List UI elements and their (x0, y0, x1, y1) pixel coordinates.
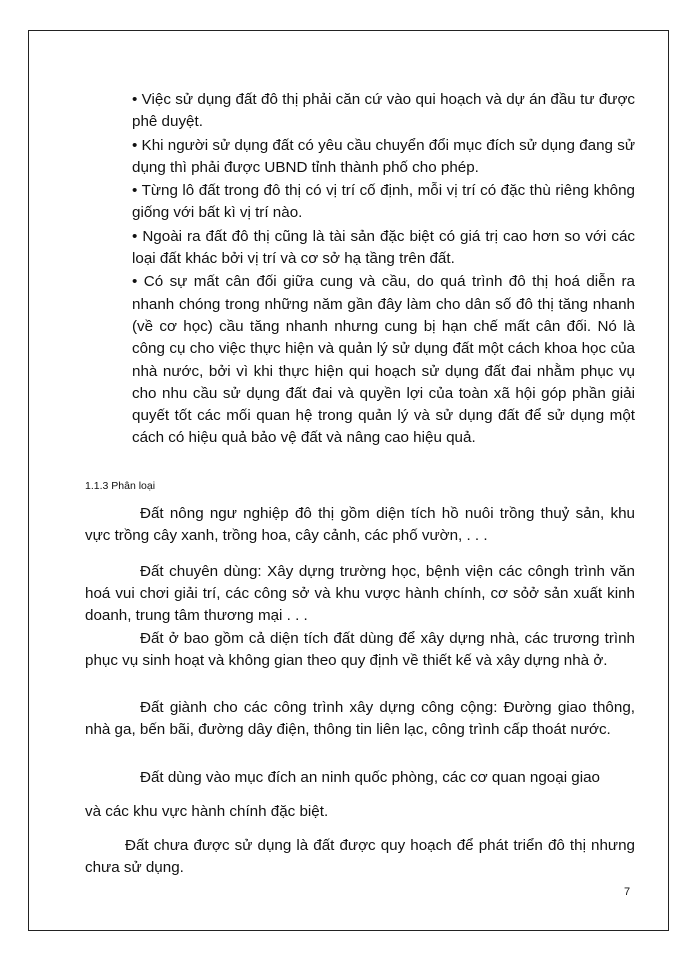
paragraph: Đất ở bao gồm cả diện tích đất dùng để xây dựng nhà, các trương trình phục vụ sinh hoạt và không gian theo quy định về thiết kế và xây dựng nhà ở. (85, 630, 635, 669)
bullet-item: • Từng lô đất trong đô thị có vị trí cố định, mỗi vị trí có đặc thù riêng không giống với bất kì vị trí nào. (132, 182, 635, 222)
section-heading: 1.1.3 Phân loại (85, 480, 156, 492)
paragraph: Đất chuyên dùng: Xây dựng trường học, bệnh viện các côngh trình văn hoá vui chơi giải trí, các công sở và khu vược hành chính, cơ sỏở sản xuất kinh doanh, trung tâm thương mại . . . (85, 563, 635, 624)
bullet-item: • Việc sử dụng đất đô thị phải căn cứ vào qui hoạch và dự án đầu tư được phê duyệt. (132, 91, 635, 131)
page-number: 7 (624, 886, 631, 898)
paragraph: Đất chưa được sử dụng là đất được quy hoạch để phát triển đô thị nhưng chưa sử dụng. (85, 837, 635, 876)
paragraph: Đất nông ngư nghiệp đô thị gồm diện tích hồ nuôi trồng thuỷ sản, khu vực trồng cây xanh, trồng hoa, cây cảnh, các phố vườn, . . . (85, 505, 635, 544)
paragraph: và các khu vực hành chính đặc biệt. (85, 803, 329, 820)
bullet-item: • Khi người sử dụng đất có yêu cầu chuyển đổi mục đích sử dụng đang sử dụng thì phải được UBND tỉnh thành phố cho phép. (132, 136, 635, 176)
bullet-item: • Có sự mất cân đối giữa cung và cầu, do quá trình đô thị hoá diễn ra nhanh chóng trong những năm gần đây làm cho dân số đô thị tăng nhanh (về cơ học) cầu tăng nhanh nhưng cung bị hạn chế mất cân đối. Nó là công cụ cho việc thực hiện và quản lý sử dụng đất một cách khoa học của nhà nước, bởi vì khi thực hiện qui hoạch sử dụng đất đai nhằm phục vụ cho nhu cầu sử dụng đất đai và quyền lợi của toàn xã hội góp phần giải quyết tốt các mối quan hệ trong quản lý và sử dụng đất để sử dụng một cách có hiệu quả bảo vệ đất và nâng cao hiệu quả. (132, 273, 635, 447)
bullet-item: • Ngoài ra đất đô thị cũng là tài sản đặc biệt có giá trị cao hơn so với các loại đất khác bởi vị trí và cơ sở hạ tầng trên đất. (132, 227, 635, 268)
paragraph: Đất giành cho các công trình xây dựng công cộng: Đường giao thông, nhà ga, bến bãi, đường dây điện, thông tin liên lạc, công trình cấp thoát nước. (85, 699, 635, 738)
paragraph: Đất dùng vào mục đích an ninh quốc phòng, các cơ quan ngoại giao (140, 769, 601, 786)
bullet-list (132, 89, 635, 451)
